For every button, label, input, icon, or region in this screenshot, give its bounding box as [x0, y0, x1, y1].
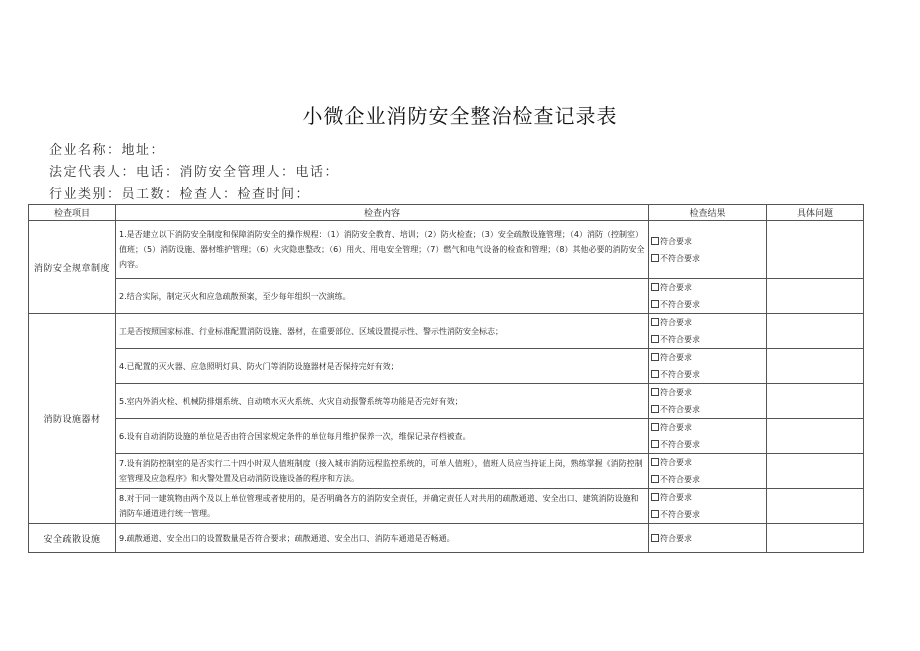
content-cell: 9.疏散通道、安全出口的设置数量是否符合要求；疏散通道、安全出口、消防车通道是否畅通。	[116, 524, 649, 553]
header-issue: 具体问题	[767, 205, 864, 221]
result-option-pass[interactable]	[651, 384, 764, 401]
info-line-representative: 法定代表人：电话：消防安全管理人：电话：	[49, 165, 340, 180]
result-cell	[649, 524, 767, 553]
fail-label: 不符合要求	[660, 510, 700, 519]
result-option-fail[interactable]	[651, 331, 764, 348]
header-content: 检查内容	[116, 205, 649, 221]
checkbox-icon[interactable]	[651, 335, 659, 343]
result-option-fail[interactable]	[651, 401, 764, 418]
content-cell: 2.结合实际，制定灭火和应急疏散预案，至少每年组织一次演练。	[116, 279, 649, 314]
checkbox-icon[interactable]	[651, 237, 659, 245]
issue-cell[interactable]	[767, 524, 864, 553]
issue-cell[interactable]	[767, 419, 864, 454]
result-option-fail[interactable]	[651, 366, 764, 383]
checkbox-icon[interactable]	[651, 283, 659, 291]
result-option-pass[interactable]	[651, 314, 764, 331]
pass-label: 符合要求	[660, 388, 692, 397]
pass-label: 符合要求	[660, 493, 692, 502]
table-row	[29, 314, 864, 349]
issue-cell[interactable]	[767, 279, 864, 314]
category-cell: 消防设施器材	[29, 314, 116, 524]
header-item: 检查项目	[29, 205, 116, 221]
result-cell	[649, 314, 767, 349]
table-row	[29, 221, 864, 279]
checkbox-icon[interactable]	[651, 254, 659, 262]
content-cell: 7.设有消防控制室的是否实行二十四小时双人值班制度（接入城市消防远程监控系统的，可单人值班），值班人员应当持证上岗，熟练掌握《消防控制室管理及应急程序》和火警处置及启动消防设施设备的程序和方法。	[116, 454, 649, 489]
table-header-row	[29, 205, 864, 221]
checkbox-icon[interactable]	[651, 510, 659, 518]
result-cell	[649, 384, 767, 419]
pass-label: 符合要求	[660, 533, 692, 543]
checkbox-icon[interactable]	[651, 493, 659, 501]
checkbox-icon[interactable]	[651, 370, 659, 378]
result-cell	[649, 454, 767, 489]
result-option-fail[interactable]	[651, 436, 764, 453]
result-option-pass[interactable]	[651, 349, 764, 366]
checkbox-icon[interactable]	[651, 534, 659, 542]
result-cell	[649, 489, 767, 524]
result-option-pass[interactable]	[651, 419, 764, 436]
table-row	[29, 419, 864, 454]
form-title: 小微企业消防安全整治检查记录表	[302, 104, 618, 128]
result-cell	[649, 279, 767, 314]
fail-label: 不符合要求	[660, 405, 700, 414]
checkbox-icon[interactable]	[651, 405, 659, 413]
content-cell: 4.已配置的灭火器、应急照明灯具、防火门等消防设施器材是否保持完好有效；	[116, 349, 649, 384]
pass-label: 符合要求	[660, 318, 692, 327]
result-option-pass[interactable]	[651, 233, 764, 250]
issue-cell[interactable]	[767, 454, 864, 489]
fail-label: 不符合要求	[660, 475, 700, 484]
content-cell: 8.对于同一建筑物由两个及以上单位管理或者使用的，是否明确各方的消防安全责任，并确定责任人对共用的疏散通道、安全出口、建筑消防设施和消防车通道进行统一管理。	[116, 489, 649, 524]
issue-cell[interactable]	[767, 221, 864, 279]
checkbox-icon[interactable]	[651, 388, 659, 396]
pass-label: 符合要求	[660, 458, 692, 467]
issue-cell[interactable]	[767, 349, 864, 384]
table-row	[29, 489, 864, 524]
issue-cell[interactable]	[767, 384, 864, 419]
result-option-fail[interactable]	[651, 296, 764, 313]
header-result: 检查结果	[649, 205, 767, 221]
checkbox-icon[interactable]	[651, 423, 659, 431]
issue-cell[interactable]	[767, 314, 864, 349]
result-option-pass[interactable]	[651, 489, 764, 506]
result-option-fail[interactable]	[651, 250, 764, 267]
pass-label: 符合要求	[660, 353, 692, 362]
content-cell: 5.室内外消火栓、机械防排烟系统、自动喷水灭火系统、火灾自动报警系统等功能是否完好有效；	[116, 384, 649, 419]
table-row	[29, 524, 864, 553]
checkbox-icon[interactable]	[651, 353, 659, 361]
fail-label: 不符合要求	[660, 253, 700, 263]
result-option-pass[interactable]	[651, 279, 764, 296]
content-cell: 工是否按照国家标准、行业标准配置消防设施、器材，在重要部位、区域设置提示性、警示性消防安全标志；	[116, 314, 649, 349]
category-cell: 安全疏散设施	[29, 524, 116, 553]
result-cell	[649, 349, 767, 384]
fail-label: 不符合要求	[660, 300, 700, 309]
content-cell: 1.是否建立以下消防安全制度和保障消防安全的操作规程：（1）消防安全教育、培训；（2）防火检查；（3）安全疏散设施管理；（4）消防（控制室）值班；（5）消防设施、器材维护管理；（6）火灾隐患整改；（6）用火、用电安全管理；（7）燃气和电气设备的检查和管理；（8）其他必要的消防安全内容。	[116, 221, 649, 279]
result-cell	[649, 221, 767, 279]
fail-label: 不符合要求	[660, 335, 700, 344]
info-line-company: 企业名称：地址：	[49, 143, 166, 158]
issue-cell[interactable]	[767, 489, 864, 524]
pass-label: 符合要求	[660, 283, 692, 292]
checkbox-icon[interactable]	[651, 300, 659, 308]
pass-label: 符合要求	[660, 236, 692, 246]
result-option-fail[interactable]	[651, 506, 764, 523]
result-option-pass[interactable]	[651, 454, 764, 471]
table-row	[29, 349, 864, 384]
table-row	[29, 384, 864, 419]
category-cell: 消防安全规章制度	[29, 221, 116, 314]
content-cell: 6.设有自动消防设施的单位是否由符合国家规定条件的单位每月维护保养一次，维保记录存档被查。	[116, 419, 649, 454]
table-row	[29, 454, 864, 489]
checkbox-icon[interactable]	[651, 475, 659, 483]
result-option-fail[interactable]	[651, 471, 764, 488]
fail-label: 不符合要求	[660, 440, 700, 449]
inspection-table	[28, 204, 864, 553]
pass-label: 符合要求	[660, 423, 692, 432]
checkbox-icon[interactable]	[651, 440, 659, 448]
fail-label: 不符合要求	[660, 370, 700, 379]
result-cell	[649, 419, 767, 454]
checkbox-icon[interactable]	[651, 318, 659, 326]
info-line-industry: 行业类别：员工数：检查人：检查时间：	[49, 187, 311, 202]
table-row	[29, 279, 864, 314]
checkbox-icon[interactable]	[651, 458, 659, 466]
result-option-pass[interactable]	[651, 530, 764, 547]
